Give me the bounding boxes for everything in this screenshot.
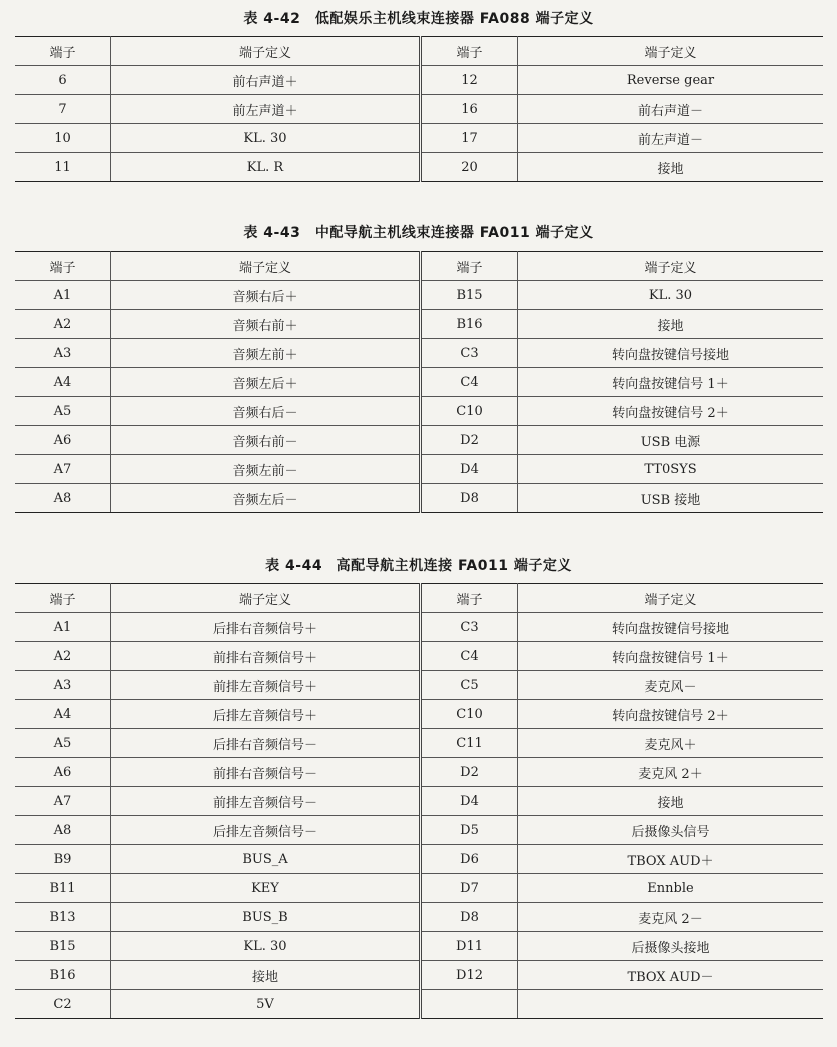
definition-cell: KL. 30 <box>111 932 421 961</box>
definition-cell: KL. R <box>111 153 421 182</box>
terminal-cell: C10 <box>421 700 518 729</box>
terminal-cell: B15 <box>15 932 111 961</box>
table-row <box>15 426 823 455</box>
terminal-cell: 16 <box>421 95 518 124</box>
terminal-cell: D2 <box>421 758 518 787</box>
header-definition: 端子定义 <box>518 37 824 66</box>
definition-cell: TBOX AUD－ <box>518 961 824 990</box>
terminal-cell: A3 <box>15 671 111 700</box>
table-row <box>15 700 823 729</box>
definition-cell: KEY <box>111 874 421 903</box>
header-terminal: 端子 <box>421 252 518 281</box>
table-header-row <box>15 37 823 66</box>
terminal-cell: A8 <box>15 484 111 513</box>
table-row <box>15 484 823 513</box>
table-caption-4-44: 表 4-44 高配导航主机连接 FA011 端子定义 <box>265 558 572 574</box>
terminal-cell: A6 <box>15 758 111 787</box>
table-row <box>15 874 823 903</box>
terminal-cell: B9 <box>15 845 111 874</box>
table-row <box>15 124 823 153</box>
terminal-cell: D7 <box>421 874 518 903</box>
terminal-cell: A5 <box>15 397 111 426</box>
definition-cell: 前排左音频信号＋ <box>111 671 421 700</box>
definition-cell: 前排右音频信号＋ <box>111 642 421 671</box>
definition-cell: 麦克风＋ <box>518 729 824 758</box>
terminal-cell: D12 <box>421 961 518 990</box>
definition-cell: 音频右后－ <box>111 397 421 426</box>
definition-cell: 转向盘按键信号 1＋ <box>518 642 824 671</box>
table-row <box>15 903 823 932</box>
table-row <box>15 95 823 124</box>
header-terminal: 端子 <box>15 37 111 66</box>
header-terminal: 端子 <box>15 584 111 613</box>
terminal-cell: C11 <box>421 729 518 758</box>
definition-cell: TT0SYS <box>518 455 824 484</box>
table-row <box>15 153 823 182</box>
definition-cell: 后排左音频信号－ <box>111 816 421 845</box>
definition-cell: 转向盘按键信号 2＋ <box>518 397 824 426</box>
header-terminal: 端子 <box>421 37 518 66</box>
table-row <box>15 961 823 990</box>
table-4-44 <box>15 583 823 1019</box>
terminal-cell: A4 <box>15 700 111 729</box>
terminal-cell: A7 <box>15 787 111 816</box>
definition-cell: 音频左后－ <box>111 484 421 513</box>
terminal-cell: C3 <box>421 613 518 642</box>
definition-cell: BUS_B <box>111 903 421 932</box>
terminal-cell: 20 <box>421 153 518 182</box>
terminal-cell: 12 <box>421 66 518 95</box>
definition-cell: 接地 <box>518 310 824 339</box>
terminal-cell: A8 <box>15 816 111 845</box>
terminal-cell: C3 <box>421 339 518 368</box>
terminal-cell: A1 <box>15 613 111 642</box>
definition-cell: 接地 <box>518 153 824 182</box>
terminal-cell <box>421 990 518 1019</box>
terminal-cell: A6 <box>15 426 111 455</box>
definition-cell: 前排左音频信号－ <box>111 787 421 816</box>
table-caption-4-42: 表 4-42 低配娱乐主机线束连接器 FA088 端子定义 <box>243 11 594 27</box>
table-row <box>15 816 823 845</box>
terminal-cell: C10 <box>421 397 518 426</box>
terminal-cell: D11 <box>421 932 518 961</box>
definition-cell: 前左声道＋ <box>111 95 421 124</box>
definition-cell: 麦克风 2－ <box>518 903 824 932</box>
header-definition: 端子定义 <box>111 584 421 613</box>
terminal-cell: D2 <box>421 426 518 455</box>
definition-cell: 麦克风 2＋ <box>518 758 824 787</box>
definition-cell: 后摄像头信号 <box>518 816 824 845</box>
definition-cell: 音频右后＋ <box>111 281 421 310</box>
table-row <box>15 455 823 484</box>
table-header-row <box>15 584 823 613</box>
definition-cell: 5V <box>111 990 421 1019</box>
definition-cell: 音频左前＋ <box>111 339 421 368</box>
definition-cell: 前右声道－ <box>518 95 824 124</box>
table-row <box>15 729 823 758</box>
terminal-cell: A7 <box>15 455 111 484</box>
terminal-cell: B16 <box>421 310 518 339</box>
definition-cell: BUS_A <box>111 845 421 874</box>
terminal-cell: A2 <box>15 310 111 339</box>
definition-cell: 转向盘按键信号接地 <box>518 339 824 368</box>
definition-cell: TBOX AUD＋ <box>518 845 824 874</box>
terminal-cell: A1 <box>15 281 111 310</box>
terminal-cell: C4 <box>421 368 518 397</box>
header-definition: 端子定义 <box>111 37 421 66</box>
table-row <box>15 66 823 95</box>
definition-cell: 转向盘按键信号 2＋ <box>518 700 824 729</box>
terminal-cell: D4 <box>421 455 518 484</box>
terminal-cell: D8 <box>421 484 518 513</box>
table-row <box>15 642 823 671</box>
definition-cell: 前排右音频信号－ <box>111 758 421 787</box>
terminal-cell: 10 <box>15 124 111 153</box>
table-caption-4-43: 表 4-43 中配导航主机线束连接器 FA011 端子定义 <box>243 225 594 241</box>
definition-cell: 前右声道＋ <box>111 66 421 95</box>
definition-cell: 转向盘按键信号 1＋ <box>518 368 824 397</box>
terminal-cell: B15 <box>421 281 518 310</box>
table-row <box>15 397 823 426</box>
definition-cell: USB 电源 <box>518 426 824 455</box>
definition-cell: 后摄像头接地 <box>518 932 824 961</box>
table-row <box>15 671 823 700</box>
definition-cell: USB 接地 <box>518 484 824 513</box>
definition-cell: 麦克风－ <box>518 671 824 700</box>
terminal-cell: B16 <box>15 961 111 990</box>
table-row <box>15 368 823 397</box>
terminal-cell: B13 <box>15 903 111 932</box>
table-row <box>15 990 823 1019</box>
table-row <box>15 281 823 310</box>
definition-cell: 后排右音频信号＋ <box>111 613 421 642</box>
terminal-cell: D8 <box>421 903 518 932</box>
definition-cell: 后排左音频信号＋ <box>111 700 421 729</box>
table-row <box>15 787 823 816</box>
header-terminal: 端子 <box>421 584 518 613</box>
header-definition: 端子定义 <box>111 252 421 281</box>
definition-cell: 转向盘按键信号接地 <box>518 613 824 642</box>
header-definition: 端子定义 <box>518 252 824 281</box>
terminal-cell: 7 <box>15 95 111 124</box>
terminal-cell: D4 <box>421 787 518 816</box>
terminal-cell: D6 <box>421 845 518 874</box>
definition-cell: Ennble <box>518 874 824 903</box>
table-header-row <box>15 252 823 281</box>
header-definition: 端子定义 <box>518 584 824 613</box>
table-row <box>15 932 823 961</box>
definition-cell: 音频左后＋ <box>111 368 421 397</box>
definition-cell: 音频右前－ <box>111 426 421 455</box>
terminal-cell: A2 <box>15 642 111 671</box>
table-row <box>15 339 823 368</box>
definition-cell: 前左声道－ <box>518 124 824 153</box>
terminal-cell: D5 <box>421 816 518 845</box>
terminal-cell: A3 <box>15 339 111 368</box>
definition-cell: 接地 <box>111 961 421 990</box>
table-row <box>15 758 823 787</box>
table-row <box>15 310 823 339</box>
terminal-cell: C2 <box>15 990 111 1019</box>
terminal-cell: C4 <box>421 642 518 671</box>
table-row <box>15 613 823 642</box>
definition-cell: 音频左前－ <box>111 455 421 484</box>
terminal-cell: C5 <box>421 671 518 700</box>
definition-cell <box>518 990 824 1019</box>
header-terminal: 端子 <box>15 252 111 281</box>
terminal-cell: A4 <box>15 368 111 397</box>
definition-cell: Reverse gear <box>518 66 824 95</box>
terminal-cell: A5 <box>15 729 111 758</box>
table-4-42 <box>15 36 823 182</box>
definition-cell: 后排右音频信号－ <box>111 729 421 758</box>
definition-cell: 接地 <box>518 787 824 816</box>
terminal-cell: 17 <box>421 124 518 153</box>
table-4-43 <box>15 251 823 513</box>
definition-cell: KL. 30 <box>111 124 421 153</box>
table-row <box>15 845 823 874</box>
definition-cell: KL. 30 <box>518 281 824 310</box>
terminal-cell: 11 <box>15 153 111 182</box>
definition-cell: 音频右前＋ <box>111 310 421 339</box>
terminal-cell: 6 <box>15 66 111 95</box>
terminal-cell: B11 <box>15 874 111 903</box>
